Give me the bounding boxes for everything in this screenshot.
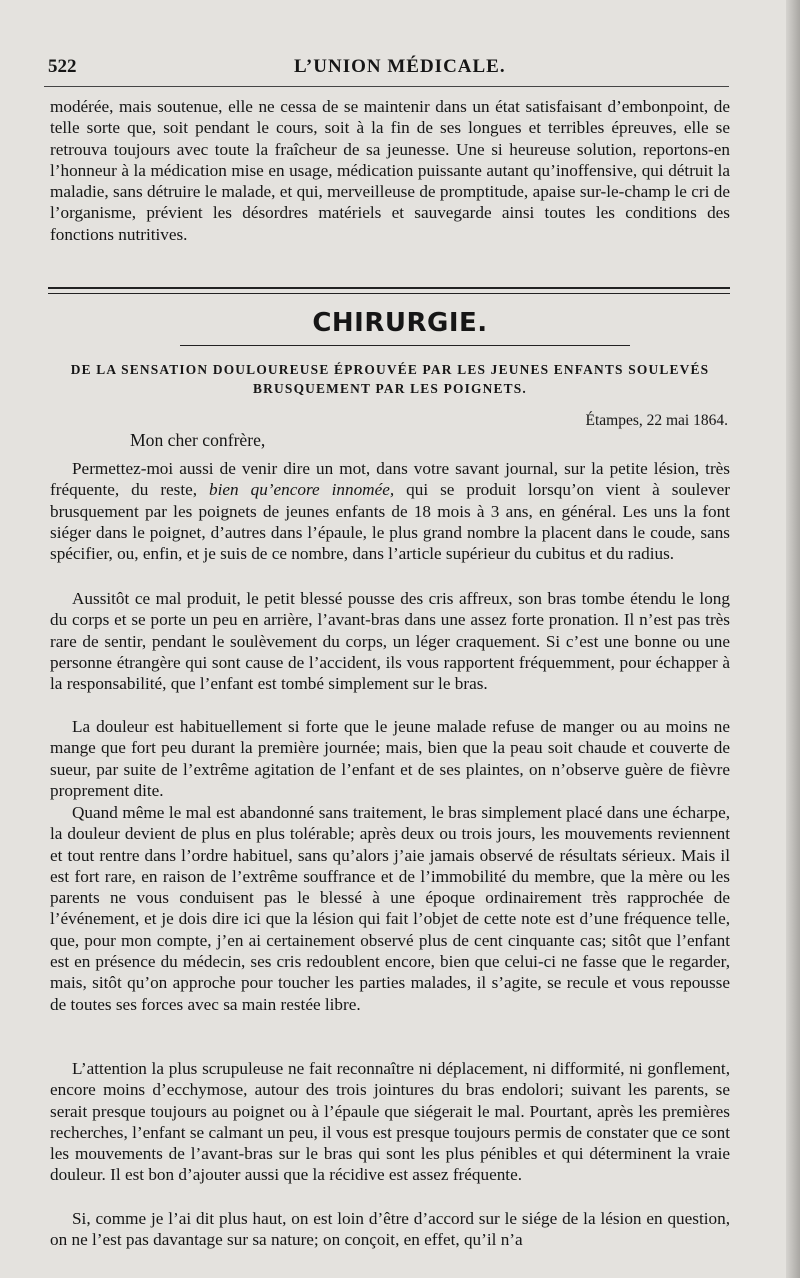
page-number: 522 [48,56,77,77]
header-rule [44,86,729,87]
article-paragraph-2: Aussitôt ce mal produit, le petit blessé pousse des cris affreux, son bras tombe étendu le long du corps et se porte un peu en arrière, l’avant-bras dans une assez forte pronation. Il n’est pas très rare de sentir, pendant le soulèvement du corps, un léger craquement. Si c’est une bonne ou une personne étrangère qui sont cause de l’accident, ils vous rapportent fréquemment, pour échapper à la responsabilité, que l’enfant est tombé simplement sur le bras. [50,589,730,694]
article-paragraph-4: Quand même le mal est abandonné sans traitement, le bras simplement placé dans une écharpe, la douleur devient de plus en plus tolérable; après deux ou trois jours, les mouvements reviennent et tout rentre dans l’ordre habituel, sans qu’alors j’aie jamais observé de résultats sérieux. Mais il est fort rare, en raison de l’extrême souffrance et de l’immobilité du membre, que la mère ou les parents ne vous conduisent pas le blessé à une époque ordinairement très rapprochée de l’événement, et je dois dire ici que la lésion qui fait l’objet de cette note est d’une fréquence telle, que, pour mon compte, j’en ai certainement observé plus de cent cinquante cas; sitôt que l’enfant est en présence du médecin, ses cris redoublent encore, bien que celui-ci ne fasse que le regarder, mais, sitôt qu’on approche pour toucher les parties malades, il s’agite, se recule et vous repousse de toutes ses forces avec sa main restée libre. [50,803,730,1014]
article-paragraph-3: La douleur est habituellement si forte que le jeune malade refuse de manger ou au moins ne mange que fort peu durant la première journée; mais, bien que la peau soit chaude et couverte de sueur, par suite de l’extrême agitation de l’enfant et de ses plaintes, on n’observe guère de fièvre proprement dite. [50,717,730,800]
article-paragraph-5: L’attention la plus scrupuleuse ne fait reconnaître ni déplacement, ni difformité, ni gonflement, encore moins d’ecchymose, autour des trois jointures du bras endolori; suivant les parents, se serait presque toujours au poignet ou à l’épaule que siégerait le mal. Pourtant, après les premières recherches, l’enfant se calmant un peu, il vous est presque toujours permis de constater que ce sont les mouvements de l’avant-bras sur le bras qui sont les plus pénibles et qui déterminent la vraie douleur. Il est bon d’ajouter aussi que la récidive est assez fréquente. [50,1059,730,1185]
section-divider [48,287,730,294]
p1-text-end: qui se produit lorsqu’on vient à soulever brusquement par les poignets de jeunes enfants de 18 mois à 3 ans, en général. Les uns la font siéger dans le poignet, d’autres dans l’épaule, le plus grand nombre la placent dans le coude, sans spécifier, ou, enfin, et je suis de ce nombre, dans l’article supérieur du cubitus et du radius. [50,480,731,564]
article-paragraph-6: Si, comme je l’ai dit plus haut, on est loin d’être d’accord sur le siége de la lésion en question, on ne l’est pas davantage sur sa nature; on conçoit, en effet, qu’il n’a [50,1209,730,1250]
dateline: Étampes, 22 mai 1864. [585,412,728,429]
section-title-rule [180,345,630,346]
p1-text-start: Permettez-moi aussi de venir dire un mot, dans votre savant journal, sur la petite lésion, très fréquente, du reste, [50,459,730,500]
running-title: L’UNION MÉDICALE. [294,56,506,77]
p1-italic-phrase: bien qu’encore innomée, [209,480,395,500]
salutation: Mon cher confrère, [130,430,266,450]
article-title: DE LA SENSATION DOULOUREUSE ÉPROUVÉE PAR LES JEUNES ENFANTS SOULEVÉS BRUSQUEMENT PAR LES POIGNETS. [70,362,710,396]
article-paragraph-1 [50,458,730,564]
intro-paragraph: modérée, mais soutenue, elle ne cessa de se maintenir dans un état satisfaisant d’embonpoint, de telle sorte que, soit pendant le cours, soit à la fin de ses longues et terribles épreuves, elle se retrouva toujours avec toute la fraîcheur de sa jeunesse. Une si heureuse solution, reportons-en l’honneur à la médication mise en usage, médication puissante autant qu’inoffensive, qui détruit la maladie, sans détruire le malade, et qui, merveilleuse de promptitude, apaise sur-le-champ le cri de l’organisme, prévient les désordres matériels et sauvegarde ainsi toutes les conditions des fonctions nutritives. [50,97,730,244]
page-gutter-shadow [786,0,800,1278]
page-header [44,50,734,80]
section-title: CHIRURGIE. [312,308,488,338]
